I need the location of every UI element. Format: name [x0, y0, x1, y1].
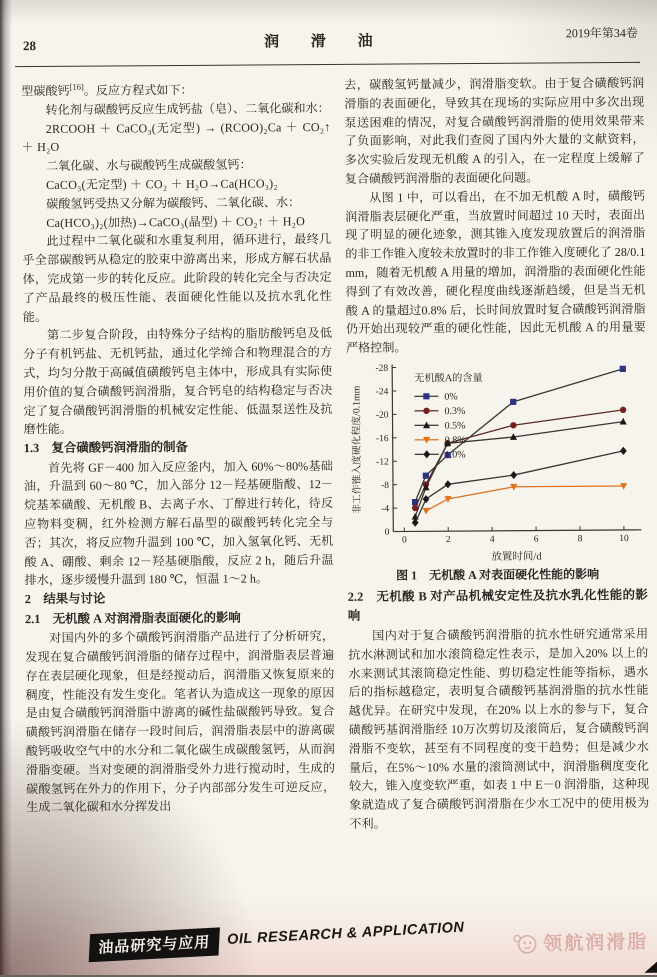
footer-section-badge: 油品研究与应用	[89, 927, 220, 962]
page-corner-shadow	[644, 959, 657, 973]
heading-2-1: 2.1 无机酸 A 对润滑脂表面硬化的影响	[25, 608, 334, 630]
heading-2-2: 2.2 无机酸 B 对产品机械安定性及抗水乳化性能的影响	[348, 586, 648, 627]
paragraph-second-stage: 第二步复合阶段，由特殊分子结构的脂肪酸钙皂及低分子有机钙盐、无机钙盐，通过化学缔合和物理混合的方式，均匀分散于高碱值磺酸钙皂主体中，形成具有实际使用价值的复合磺酸钙润滑脂，复合钙皂的结构稳定与否决定了复合磺酸钙润滑脂的机械安定性能、低温泵送性及抗磨性能。	[23, 324, 333, 439]
heading-2: 2 结果与讨论	[25, 588, 334, 610]
right-column	[344, 74, 649, 834]
figure-1-caption: 图 1 无机酸 A 对表面硬化性能的影响	[348, 564, 648, 586]
paragraph-intro	[21, 76, 330, 101]
intro-post: 。反应方程式如下：	[84, 83, 193, 98]
line-decompose: 碳酸氢钙受热又分解为碳酸钙、二氧化碳、水：	[22, 193, 331, 214]
svg-text:无机酸A的含量: 无机酸A的含量	[414, 371, 483, 384]
svg-text:0.8%: 0.8%	[445, 435, 466, 446]
figure-1-chart	[346, 358, 649, 566]
paragraph-softening: 去，碳酸氢钙量减少，润滑脂变软。由于复合磺酸钙润滑脂的表面硬化，导致其在现场的实际应用中多次出现泵送困难的情况，对复合磺酸钙润滑脂的使用效果带来了负面影响，对此我们查阅了国内外大量的文献资料，多次实验后发现无机酸 A 的引入，在一定程度上缓解了复合磺酸钙润滑脂的表面硬化问题。	[344, 74, 645, 189]
svg-text:-12: -12	[376, 457, 389, 467]
footer-journal-english: OIL RESEARCH & APPLICATION	[227, 920, 465, 948]
svg-text:-24: -24	[376, 387, 389, 397]
svg-text:0: 0	[385, 528, 390, 538]
svg-text:8: 8	[578, 534, 583, 544]
svg-text:0: 0	[402, 535, 407, 545]
svg-text:-4: -4	[381, 504, 389, 514]
heading-1-3: 1.3 复合磺酸钙润滑脂的制备	[24, 437, 333, 459]
brand-watermark-text: 领航润滑脂	[543, 927, 649, 956]
figure-1	[346, 358, 648, 586]
page-number: 28	[23, 38, 36, 54]
svg-text:-20: -20	[376, 411, 389, 421]
svg-text:-8: -8	[381, 481, 389, 491]
brand-watermark	[511, 927, 649, 957]
svg-text:1.0%: 1.0%	[445, 449, 466, 460]
intro-pre: 型碳酸钙	[21, 84, 69, 98]
svg-text:放置时间/d: 放置时间/d	[491, 549, 542, 562]
citation-ref: [16]	[70, 82, 84, 92]
paragraph-figure1: 从图 1 中，可以看出，在不加无机酸 A 时，磺酸钙润滑脂表层硬化严重，当放置时间超过 10 天时，表面出现了明显的硬化迹象，测其锥入度发现放置后的润滑脂的非工作锥入度较未放置时的非工作锥入度硬化了 28/0.1 mm，随着无机酸 A 用量的增加，润滑脂的表面硬化性能得到了有效改善，硬化程度曲线逐渐趋缓，但是当无机酸 A 的量超过0.8% 后，长时间放置时复合磺酸钙润滑脂仍开始出现较严重的硬化性能，因此无机酸 A 的用量要严格控制。	[345, 187, 646, 358]
volume-info: 2019年第34卷	[566, 24, 638, 42]
header-rule	[15, 62, 640, 67]
svg-text:0.3%: 0.3%	[444, 406, 465, 417]
footer-banner	[89, 915, 465, 963]
paragraph-analysis: 对国内外的多个磺酸钙润滑脂产品进行了分析研究，发现在复合磺酸钙润滑脂的储存过程中，润滑脂表层普遍存在表层硬化现象，但是经搅动后，润滑脂又恢复原来的稠度，性能没有发生变化。笔者认为造成这一现象的原因是由复合磺酸钙润滑脂中游离的碱性盐碳酸钙导致。复合磺酸钙润滑脂在储存一段时间后，润滑脂表层中的游离碳酸钙吸收空气中的水分和二氧化碳生成碳酸氢钙，从而润滑脂变硬。当对变硬的润滑脂受外力进行搅动时，生成的碳酸氢钙在外力的作用下，分子内部部分发生可逆反应，生成二氧化碳和水分挥发出	[25, 627, 335, 817]
brand-logo-icon	[511, 931, 539, 956]
journal-title: 润 滑 油	[0, 28, 654, 54]
svg-text:10: 10	[619, 534, 629, 544]
svg-text:-28: -28	[375, 364, 388, 374]
svg-text:非工作锥入度硬化程度/0.1mm: 非工作锥入度硬化程度/0.1mm	[349, 385, 363, 514]
svg-text:4: 4	[490, 535, 495, 545]
paragraph-water-resistance: 国内对于复合磺酸钙润滑脂的抗水性研究通常采用抗水淋测试和加水滚筒稳定性表示，是加入20% 以上的水来测试其滚筒稳定性能、剪切稳定性能等指标，遇水后的指标越稳定，表明复合磺酸钙基润滑脂的抗水性能越优异。在研究中发现，在20% 以上水的参与下，复合磺酸钙基润滑脂经 10万次剪切及滚筒后，复合磺酸钙润滑脂不变软，甚至有不同程度的变干趋势；但是减少水量后，在5%～10% 水量的滚筒测试中，润滑脂稠度变化较大，锥入度变软严重，如表 1 中 E－0 润滑脂，这种现象就造成了复合磺酸钙润滑脂在少水工况中的使用极为不利。	[348, 625, 649, 834]
paragraph-conversion: 转化剂与碳酸钙反应生成钙盐（皂）、二氧化碳和水：	[21, 99, 330, 120]
svg-text:6: 6	[534, 534, 539, 544]
svg-text:0.5%: 0.5%	[445, 420, 466, 431]
paragraph-preparation: 首先将 GF－400 加入反应釜内，加入 60%～80%基础油，升温到 60～80 ℃，加入部分 12－羟基硬脂酸、12－烷基苯磺酸、无机酸 B、去离子水、丁醇进行转化，待反应物料变稠，红外检测方解石晶型的碳酸钙转化完全与否；其次，将反应物升温到 100 ℃，加入氢氧化钙、无机酸 A、硼酸、剩余 12－羟基硬脂酸，反应 2 h，随后升温排水，逐步缓慢升温到 180 ℃，恒温 1～2 h。	[24, 457, 334, 591]
svg-text:2: 2	[446, 535, 451, 545]
left-column	[21, 76, 335, 817]
svg-text:0%: 0%	[444, 391, 457, 402]
line-co2: 二氧化碳、水与碳酸钙生成碳酸氢钙：	[22, 155, 331, 176]
svg-text:-16: -16	[376, 434, 389, 444]
equation-3: Ca(HCO₃)₂(加热)→CaCO₃(晶型) ＋ CO₂↑ ＋ H₂O	[22, 212, 331, 233]
equation-1: 2RCOOH ＋ CaCO₃(无定型) → (RCOO)₂Ca ＋ CO₂↑ ＋ H₂O	[21, 118, 330, 158]
paragraph-cycle: 此过程中二氧化碳和水重复利用，循环进行，最终几乎全部碳酸钙从稳定的胶束中游离出来，形成方解石状晶体，完成第一步的转化反应。此阶段的转化完全与否决定了产品最终的极压性能、表面硬化性能以及抗水乳化性能。	[22, 230, 332, 326]
equation-2: CaCO₃(无定型) ＋ CO₂ ＋ H₂O→Ca(HCO₃)₂	[22, 174, 331, 195]
